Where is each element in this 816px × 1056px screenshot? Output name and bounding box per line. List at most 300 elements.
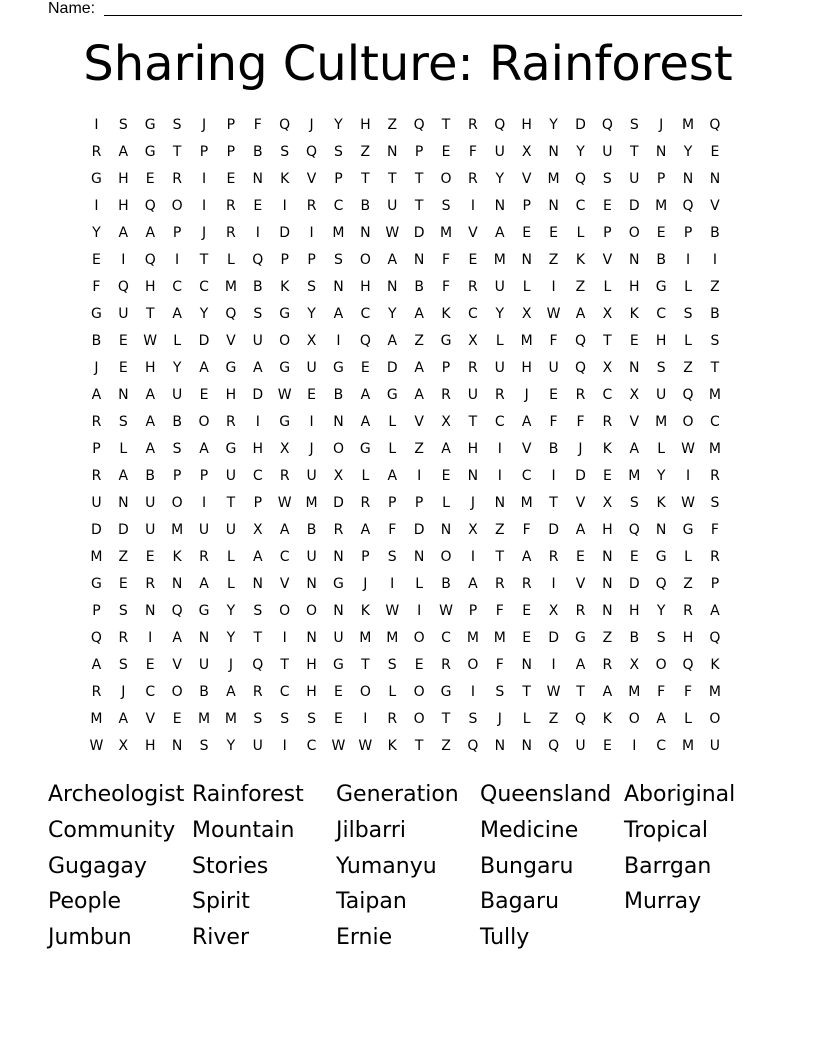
grid-letter: K — [387, 738, 397, 754]
grid-letter: H — [655, 333, 667, 349]
grid-letter: N — [602, 549, 613, 565]
grid-letter: M — [90, 549, 103, 565]
grid-letter: B — [91, 333, 102, 349]
grid-letter: M — [466, 630, 479, 646]
grid-letter: Z — [548, 252, 559, 268]
grid-letter: N — [494, 198, 506, 214]
grid-letter: A — [360, 522, 371, 538]
grid-letter: A — [360, 387, 371, 403]
grid-letter: E — [145, 657, 155, 673]
grid-letter: F — [710, 522, 719, 538]
grid-letter: A — [360, 414, 371, 430]
grid-letter: S — [307, 711, 317, 727]
grid-letter: Q — [574, 171, 586, 187]
grid-row — [83, 652, 728, 679]
grid-letter: Y — [656, 603, 666, 619]
grid-letter: I — [470, 549, 475, 565]
grid-letter: A — [91, 657, 102, 673]
grid-letter: L — [388, 414, 397, 430]
grid-letter: W — [143, 333, 158, 349]
grid-letter: A — [387, 468, 398, 484]
grid-letter: O — [413, 630, 425, 646]
grid-letter: R — [602, 414, 613, 430]
grid-letter: P — [199, 468, 209, 484]
grid-letter: L — [522, 279, 531, 295]
grid-letter: T — [199, 252, 209, 268]
grid-letter: G — [359, 441, 371, 457]
grid-letter: N — [333, 414, 344, 430]
grid-letter: L — [657, 441, 666, 457]
grid-letter: U — [306, 549, 317, 565]
grid-letter: L — [361, 468, 370, 484]
grid-letter: B — [252, 144, 263, 160]
grid-letter: Q — [494, 117, 506, 133]
grid-letter: I — [255, 414, 260, 430]
grid-letter: M — [305, 495, 318, 511]
grid-letter: I — [470, 684, 475, 700]
grid-letter: X — [521, 306, 532, 322]
grid-letter: E — [549, 387, 559, 403]
grid-letter: H — [252, 441, 264, 457]
grid-letter: R — [548, 549, 559, 565]
grid-letter: G — [682, 522, 694, 538]
grid-letter: L — [173, 333, 182, 349]
grid-letter: R — [602, 657, 613, 673]
grid-letter: S — [468, 711, 478, 727]
grid-letter: Z — [495, 522, 505, 538]
grid-letter: I — [201, 495, 207, 511]
grid-letter: R — [441, 657, 451, 673]
grid-letter: G — [279, 360, 291, 376]
grid-letter: A — [575, 306, 586, 322]
grid-letter: R — [575, 387, 586, 403]
grid-letter: N — [709, 171, 721, 187]
grid-letter: U — [252, 738, 263, 754]
grid-letter: W — [331, 738, 346, 754]
grid-letter: S — [710, 495, 720, 511]
grid-letter: O — [709, 711, 721, 727]
grid-letter: F — [468, 144, 477, 160]
grid-letter: E — [522, 630, 532, 646]
grid-letter: R — [468, 360, 478, 376]
grid-letter: S — [602, 171, 612, 187]
word-list-item: Archeologist — [48, 782, 185, 807]
grid-letter: V — [172, 657, 182, 673]
word-list-item: Taipan — [336, 889, 407, 915]
grid-letter: A — [199, 360, 209, 376]
grid-letter: O — [198, 414, 210, 430]
grid-letter: A — [172, 630, 182, 646]
grid-letter: H — [602, 522, 613, 538]
grid-letter: T — [414, 738, 424, 754]
grid-letter: M — [708, 387, 721, 403]
grid-letter: C — [172, 279, 182, 295]
grid-letter: X — [333, 468, 344, 484]
grid-letter: O — [467, 657, 479, 673]
grid-letter: A — [118, 225, 129, 241]
grid-letter: N — [548, 144, 559, 160]
grid-letter: M — [439, 225, 453, 241]
grid-letter: B — [441, 576, 451, 592]
grid-letter: T — [145, 306, 155, 322]
grid-letter: G — [279, 306, 291, 322]
grid-letter: T — [414, 171, 424, 187]
grid-letter: V — [602, 252, 613, 268]
grid-letter: C — [710, 414, 720, 430]
grid-letter: B — [333, 387, 344, 403]
grid-letter: U — [306, 360, 317, 376]
grid-letter: C — [468, 306, 478, 322]
grid-letter: N — [252, 171, 264, 187]
grid-letter: E — [602, 738, 612, 754]
grid-letter: A — [91, 387, 102, 403]
grid-letter: W — [546, 306, 561, 322]
grid-letter: E — [629, 549, 639, 565]
grid-letter: P — [414, 495, 424, 511]
grid-row — [83, 328, 728, 355]
grid-letter: J — [309, 117, 314, 133]
grid-letter: A — [199, 441, 209, 457]
grid-letter: E — [334, 711, 343, 727]
grid-letter: U — [629, 171, 640, 187]
grid-row — [83, 625, 728, 652]
grid-letter: G — [198, 603, 210, 619]
grid-letter: J — [201, 225, 207, 241]
grid-letter: N — [333, 279, 344, 295]
grid-letter: I — [497, 441, 502, 457]
grid-letter: H — [628, 279, 640, 295]
grid-letter: J — [201, 117, 207, 133]
grid-letter: V — [710, 198, 720, 214]
grid-letter: E — [118, 576, 128, 592]
grid-letter: I — [551, 657, 556, 673]
grid-letter: B — [199, 684, 209, 700]
grid-letter: A — [495, 225, 505, 241]
grid-letter: U — [118, 306, 129, 322]
grid-letter: F — [549, 414, 558, 430]
grid-letter: A — [118, 468, 129, 484]
grid-letter: B — [414, 279, 424, 295]
grid-letter: U — [252, 333, 263, 349]
grid-letter: Q — [413, 117, 425, 133]
grid-letter: U — [225, 522, 237, 538]
grid-letter: N — [494, 738, 506, 754]
grid-letter: R — [710, 468, 720, 484]
grid-letter: E — [334, 684, 343, 700]
grid-letter: J — [363, 576, 368, 592]
grid-letter: G — [655, 549, 667, 565]
grid-letter: M — [655, 198, 668, 214]
word-list-item: Spirit — [192, 889, 250, 915]
grid-letter: L — [684, 549, 692, 565]
grid-row — [83, 463, 728, 490]
grid-letter: V — [575, 576, 586, 592]
grid-letter: I — [255, 225, 260, 241]
grid-letter: J — [659, 117, 664, 133]
grid-letter: C — [333, 198, 344, 214]
grid-letter: A — [414, 387, 424, 403]
grid-letter: S — [387, 657, 397, 673]
grid-row — [83, 490, 728, 517]
grid-letter: C — [360, 306, 371, 322]
grid-letter: I — [417, 468, 422, 484]
grid-letter: I — [497, 468, 502, 484]
word-list-item: People — [48, 889, 122, 915]
grid-letter: O — [682, 414, 694, 430]
grid-letter: G — [440, 684, 452, 700]
grid-letter: B — [629, 630, 640, 646]
grid-letter: A — [414, 306, 424, 322]
grid-letter: Z — [414, 333, 424, 349]
grid-letter: H — [467, 441, 479, 457]
grid-letter: A — [145, 441, 156, 457]
grid-letter: S — [629, 495, 639, 511]
grid-row — [83, 436, 728, 463]
grid-letter: N — [413, 549, 425, 565]
word-list-item: River — [192, 925, 249, 951]
grid-letter: N — [521, 252, 532, 268]
grid-letter: Z — [683, 360, 693, 376]
grid-letter: N — [467, 468, 479, 484]
grid-letter: E — [199, 387, 209, 403]
grid-letter: A — [118, 144, 129, 160]
grid-row — [83, 301, 728, 328]
grid-letter: U — [709, 738, 721, 754]
grid-letter: G — [91, 576, 102, 592]
grid-letter: H — [521, 360, 532, 376]
grid-letter: S — [656, 360, 666, 376]
grid-letter: K — [575, 252, 586, 268]
grid-letter: U — [548, 360, 559, 376]
grid-letter: S — [172, 441, 182, 457]
grid-letter: N — [306, 576, 317, 592]
grid-letter: I — [363, 711, 368, 727]
grid-letter: F — [388, 522, 397, 538]
grid-letter: M — [520, 495, 533, 511]
grid-letter: R — [468, 171, 478, 187]
grid-letter: Q — [574, 333, 586, 349]
grid-letter: O — [171, 495, 183, 511]
grid-letter: I — [685, 468, 691, 484]
grid-letter: G — [279, 414, 291, 430]
grid-letter: E — [414, 657, 424, 673]
grid-letter: Q — [628, 522, 640, 538]
grid-letter: H — [225, 387, 237, 403]
grid-letter: M — [708, 684, 721, 700]
grid-letter: R — [575, 603, 586, 619]
grid-letter: X — [629, 387, 640, 403]
grid-letter: W — [385, 225, 400, 241]
grid-letter: C — [656, 306, 667, 322]
page-title: Sharing Culture: Rainforest — [83, 36, 733, 92]
grid-letter: I — [417, 603, 422, 619]
grid-letter: S — [307, 279, 317, 295]
grid-letter: E — [522, 225, 532, 241]
grid-letter: S — [334, 252, 343, 268]
grid-letter: V — [521, 171, 532, 187]
grid-letter: O — [359, 684, 371, 700]
grid-letter: H — [628, 603, 640, 619]
grid-letter: I — [201, 171, 207, 187]
grid-letter: R — [521, 576, 532, 592]
grid-letter: U — [494, 144, 505, 160]
grid-letter: Y — [656, 468, 666, 484]
grid-letter: C — [602, 387, 613, 403]
grid-letter: S — [253, 603, 263, 619]
grid-letter: J — [470, 495, 475, 511]
grid-letter: N — [521, 657, 532, 673]
letter-grid — [83, 112, 728, 760]
grid-letter: A — [710, 603, 720, 619]
grid-letter: M — [655, 414, 668, 430]
grid-letter: M — [520, 333, 533, 349]
name-write-line — [104, 15, 742, 16]
grid-letter: O — [279, 333, 291, 349]
grid-letter: R — [333, 522, 344, 538]
grid-letter: L — [226, 549, 235, 565]
grid-letter: I — [336, 333, 341, 349]
grid-letter: M — [386, 630, 399, 646]
grid-letter: J — [524, 387, 529, 403]
grid-letter: Q — [306, 144, 318, 160]
grid-letter: G — [575, 630, 586, 646]
grid-letter: L — [415, 576, 424, 592]
grid-letter: U — [387, 198, 398, 214]
grid-letter: D — [198, 333, 210, 349]
grid-letter: X — [306, 333, 317, 349]
grid-letter: R — [199, 549, 209, 565]
word-list-item: Bagaru — [480, 889, 560, 915]
grid-letter: A — [226, 684, 236, 700]
word-list-item: Aboriginal — [624, 782, 736, 807]
grid-letter: M — [197, 711, 211, 727]
grid-letter: F — [441, 279, 451, 295]
grid-letter: D — [628, 198, 640, 214]
grid-letter: T — [629, 144, 639, 160]
grid-letter: R — [306, 198, 317, 214]
grid-letter: F — [253, 117, 262, 133]
grid-letter: T — [280, 657, 289, 673]
grid-letter: U — [145, 495, 156, 511]
grid-letter: A — [199, 576, 209, 592]
grid-letter: N — [413, 252, 425, 268]
grid-letter: A — [602, 684, 613, 700]
grid-letter: A — [172, 306, 182, 322]
grid-letter: D — [252, 387, 264, 403]
grid-letter: V — [414, 414, 424, 430]
word-list-item: Generation — [336, 782, 459, 807]
grid-letter: Q — [252, 657, 264, 673]
grid-letter: B — [656, 252, 666, 268]
grid-letter: R — [172, 171, 182, 187]
grid-letter: T — [576, 684, 585, 700]
grid-letter: T — [522, 684, 531, 700]
grid-letter: K — [656, 495, 666, 511]
grid-letter: X — [629, 657, 640, 673]
grid-letter: D — [91, 522, 102, 538]
grid-letter: E — [522, 603, 532, 619]
word-list-item: Murray — [624, 889, 702, 915]
grid-letter: S — [118, 414, 128, 430]
grid-letter: E — [602, 468, 612, 484]
grid-letter: X — [252, 522, 263, 538]
grid-letter: I — [309, 225, 314, 241]
grid-letter: I — [632, 738, 637, 754]
grid-letter: O — [279, 603, 291, 619]
grid-letter: B — [172, 414, 182, 430]
grid-letter: A — [468, 576, 478, 592]
grid-letter: F — [684, 684, 693, 700]
grid-letter: Y — [576, 144, 585, 160]
grid-letter: Z — [602, 630, 613, 646]
grid-letter: O — [359, 252, 371, 268]
grid-letter: P — [522, 198, 531, 214]
grid-letter: I — [121, 252, 126, 268]
grid-letter: B — [145, 468, 156, 484]
grid-row — [83, 733, 728, 760]
word-list-item: Yumanyu — [336, 853, 437, 879]
grid-letter: G — [225, 441, 237, 457]
grid-letter: Z — [360, 144, 371, 160]
word-list-item: Tropical — [624, 817, 708, 843]
grid-letter: H — [118, 171, 129, 187]
grid-letter: K — [602, 441, 612, 457]
grid-letter: Y — [334, 117, 343, 133]
grid-letter: F — [657, 684, 666, 700]
grid-row — [83, 382, 728, 409]
grid-letter: E — [629, 333, 639, 349]
word-list-item: Tully — [480, 925, 530, 951]
grid-letter: E — [172, 711, 182, 727]
grid-letter: R — [360, 495, 371, 511]
grid-letter: X — [468, 522, 478, 538]
grid-letter: D — [548, 630, 559, 646]
grid-letter: V — [629, 414, 640, 430]
grid-letter: C — [656, 738, 667, 754]
grid-letter: Q — [574, 360, 586, 376]
grid-letter: M — [681, 738, 695, 754]
grid-letter: H — [144, 360, 156, 376]
grid-letter: C — [199, 279, 209, 295]
grid-letter: D — [333, 495, 344, 511]
grid-letter: R — [226, 225, 236, 241]
grid-letter: A — [414, 360, 424, 376]
grid-letter: G — [91, 306, 102, 322]
grid-letter: P — [656, 171, 666, 187]
grid-letter: Y — [495, 306, 505, 322]
grid-letter: H — [521, 117, 532, 133]
grid-letter: L — [684, 333, 692, 349]
grid-letter: C — [279, 684, 290, 700]
grid-letter: W — [681, 441, 695, 457]
grid-letter: R — [118, 630, 129, 646]
grid-letter: V — [226, 333, 236, 349]
grid-letter: J — [578, 441, 583, 457]
grid-letter: J — [228, 657, 233, 673]
grid-letter: Q — [144, 252, 156, 268]
grid-letter: N — [333, 549, 344, 565]
grid-letter: X — [548, 603, 559, 619]
grid-letter: K — [280, 171, 290, 187]
grid-letter: N — [494, 495, 506, 511]
grid-letter: N — [171, 738, 183, 754]
grid-letter: Z — [710, 279, 720, 295]
word-list-item: Medicine — [480, 817, 579, 843]
grid-letter: P — [388, 495, 397, 511]
grid-letter: I — [470, 198, 475, 214]
grid-letter: O — [413, 684, 425, 700]
grid-letter: H — [682, 630, 694, 646]
